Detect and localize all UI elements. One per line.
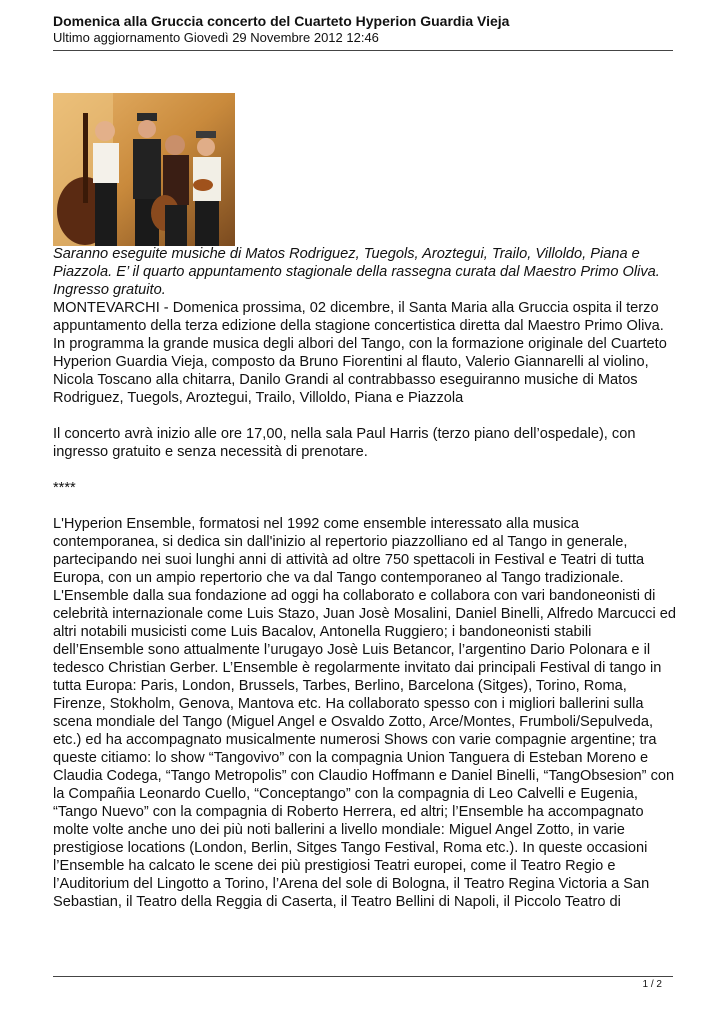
ensemble-photo xyxy=(53,93,235,246)
footer-divider xyxy=(53,976,673,977)
header-divider xyxy=(53,50,673,51)
document-header xyxy=(53,13,673,46)
last-updated: Ultimo aggiornamento Giovedì 29 Novembre 2012 12:46 xyxy=(53,30,379,45)
section-separator: **** xyxy=(53,480,76,496)
page-number: 1 / 2 xyxy=(642,979,662,990)
article-body xyxy=(53,245,678,911)
article-title: Domenica alla Gruccia concerto del Cuarteto Hyperion Guardia Vieja xyxy=(53,13,510,29)
photo-caption: Saranno eseguite musiche di Matos Rodriguez, Tuegols, Aroztegui, Trailo, Villoldo, Piana e Piazzola. E’ il quarto appuntamento stagionale della rassegna curata dal Maestro Primo Oliva. Ingresso gratuito. xyxy=(53,246,660,298)
concert-info-paragraph: Il concerto avrà inizio alle ore 17,00, nella sala Paul Harris (terzo piano dell’ospedale), con ingresso gratuito e senza necessità di prenotare. xyxy=(53,426,636,460)
ensemble-paragraph: L'Hyperion Ensemble, formatosi nel 1992 come ensemble interessato alla musica contemporanea, si dedica sin dall'inizio al repertorio piazzolliano ed al Tango in generale, partecipando nei suoi lunghi anni di attività ad oltre 750 spettacoli in Festival e Teatri di tutta Europa, con un ampio repertorio che va dal Tango contemporaneo al Tango tradizionale. L'Ensemble dalla sua fondazione ad oggi ha collaborato e collabora con vari bandoneonisti di celebrità internazionale come Luis Stazo, Juan Josè Mosalini, Daniel Binelli, Alfredo Marcucci ed altri notabili musicisti come Luis Bacalov, Antonella Ruggiero; i bandoneonisti stabili dell’Ensemble sono attualmente l’urugayo Josè Luis Betancor, l’argentino Dario Polonara e il tedesco Christian Gerber. L’Ensemble è regolarmente invitato dai principali Festival di tango in tutta Europa: Paris, London, Brussels, Tarbes, Berlino, Barcelona (Sitges), Torino, Roma, Firenze, Stokholm, Genova, Mantova etc. Ha collaborato spesso con i migliori ballerini sulla scena mondiale del Tango (Miguel Angel e Osvaldo Zotto, Arce/Montes, Frumboli/Sepulveda, etc.) ed ha accompagnato musicalmente numerosi Shows con varie compagnie argentine; tra queste citiamo: lo show “Tangovivo” con la compagnia Union Tanguera di Esteban Moreno e Claudia Codega, “Tango Metropolis” con Claudio Hoffmann e Daniel Binelli, “TangObsesion” con la Compañia Leonardo Cuello, “Conceptango” con la compagnia di Leo Calvelli e Eugenia, “Tango Nuevo” con la compagnia di Roberto Herrera, ed altri; l’Ensemble ha accompagnato molte volte anche uno dei più noti ballerini a livello mondiale: Miguel Angel Zotto, in varie prestigiose locations (London, Berlin, Sitges Tango Festival, Roma etc.). In queste occasioni l’Ensemble ha calcato le scene dei più prestigiosi Teatri europei, come il Teatro Regio e l’Auditorium del Lingotto a Torino, l’Arena del sole di Bologna, il Teatro Regina Victoria a San Sebastian, il Teatro della Reggia di Caserta, il Teatro Bellini di Napoli, il Piccolo Teatro di xyxy=(53,516,676,910)
lead-paragraph: MONTEVARCHI - Domenica prossima, 02 dicembre, il Santa Maria alla Gruccia ospita il terzo appuntamento della terza edizione della stagione concertistica diretta dal Maestro Primo Oliva. In programma la grande musica degli albori del Tango, con la formazione originale del Cuarteto Hyperion Guardia Vieja, composto da Bruno Fiorentini al flauto, Valerio Giannarelli al violino, Nicola Toscano alla chitarra, Danilo Grandi al contrabbasso eseguiranno musiche di Matos Rodriguez, Tuegols, Aroztegui, Trailo, Villoldo, Piana e Piazzola xyxy=(53,300,667,406)
